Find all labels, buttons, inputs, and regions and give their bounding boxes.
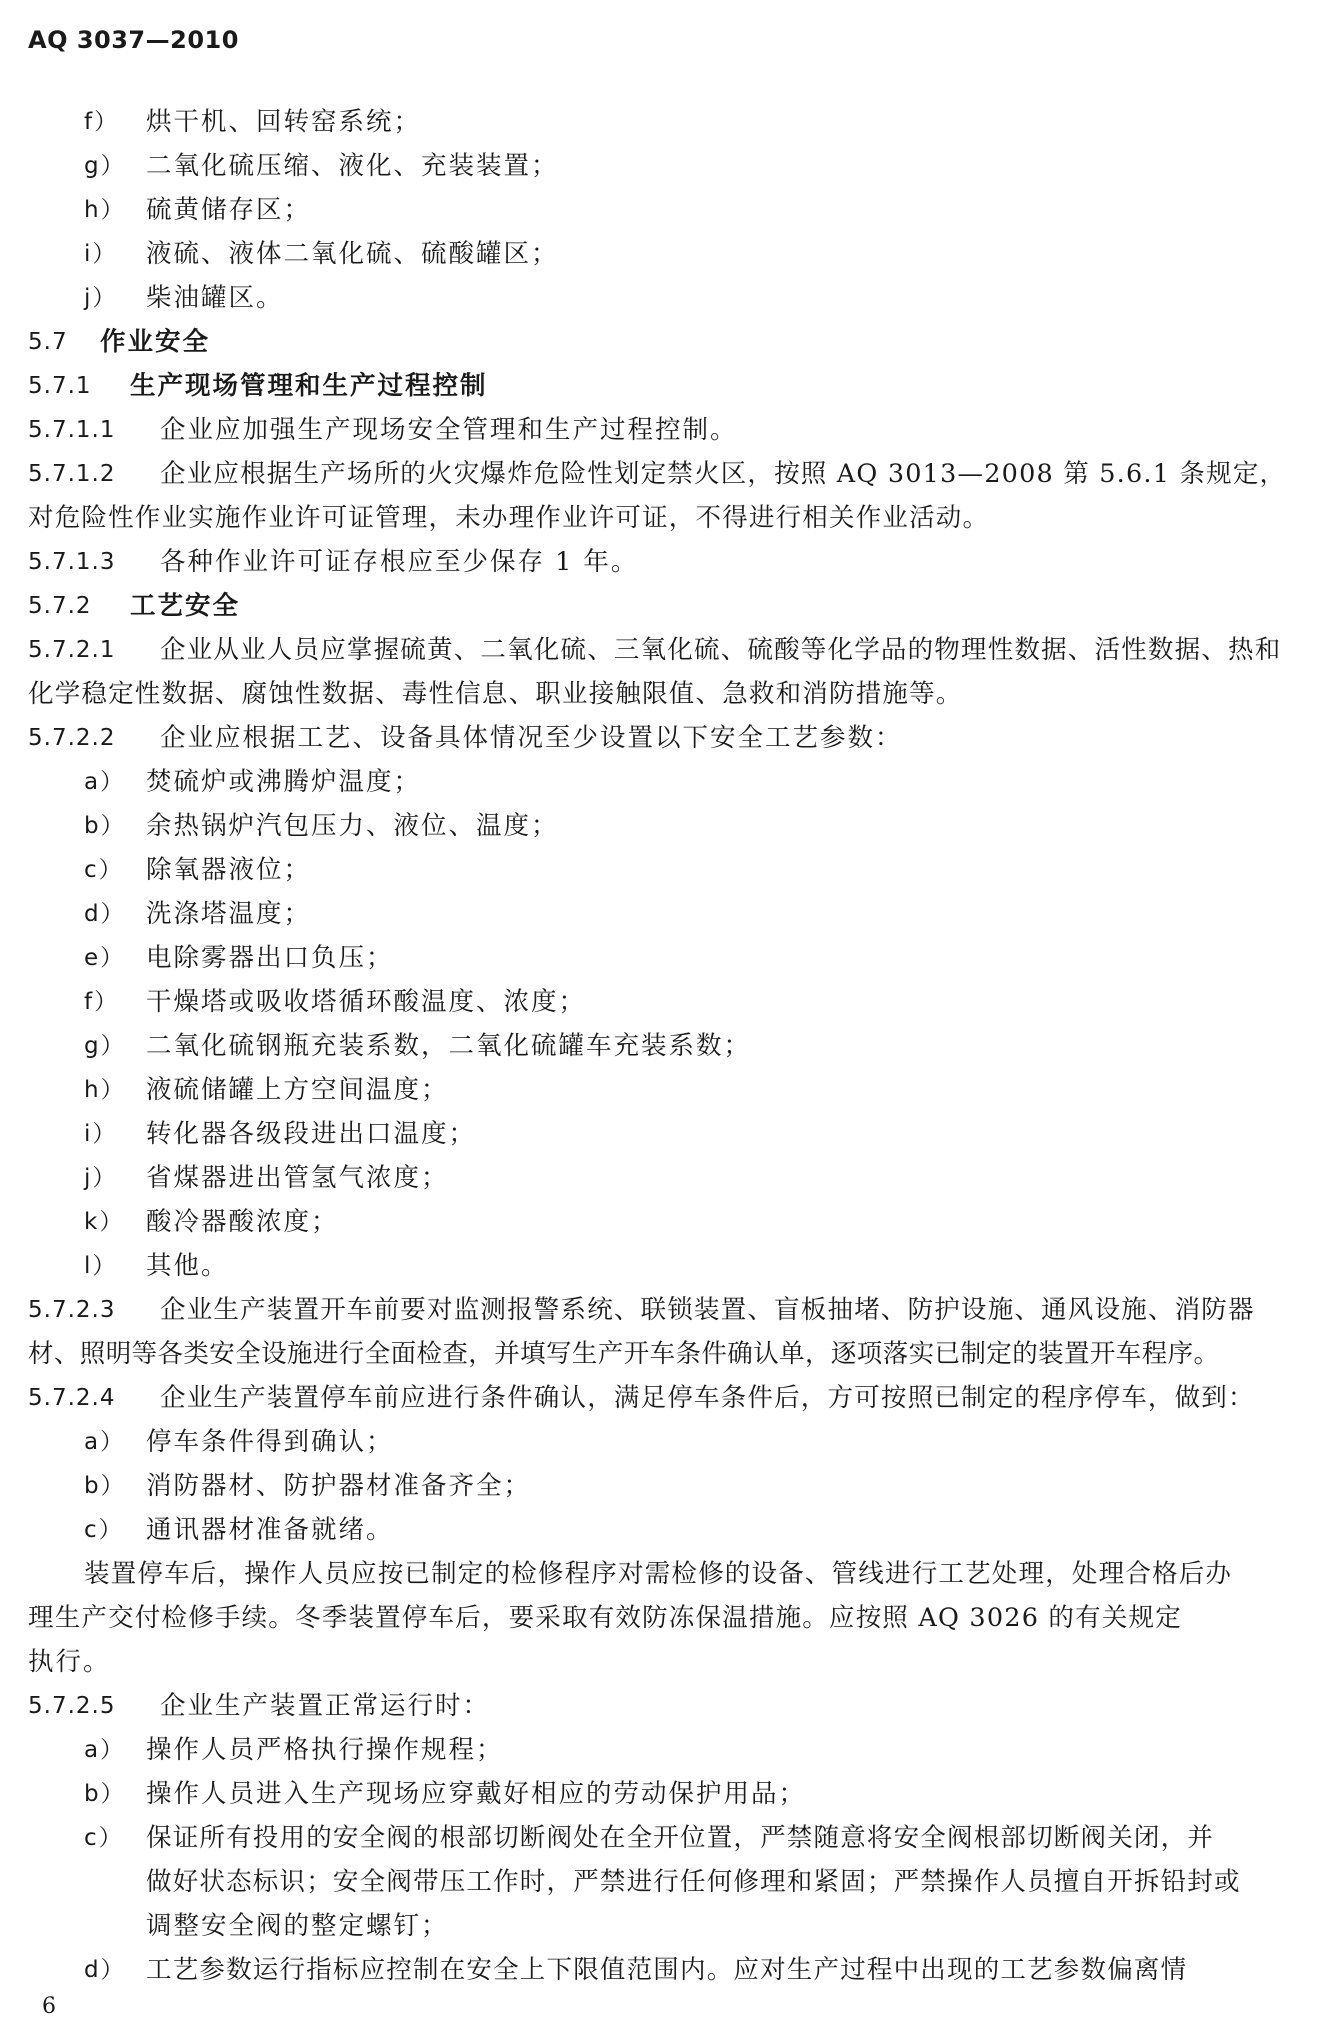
- list-item: a） 操作人员严格执行操作规程；: [84, 1735, 504, 1765]
- standard-code-header: AQ 3037—2010: [28, 26, 239, 54]
- list-item: f） 干燥塔或吸收塔循环酸温度、浓度；: [84, 987, 587, 1017]
- list-item: c） 除氧器液位；: [84, 855, 312, 885]
- clause-continuation: 化学稳定性数据、腐蚀性数据、毒性信息、职业接触限值、急救和消防措施等。: [28, 679, 963, 709]
- list-item: h） 硫黄储存区；: [84, 195, 312, 225]
- clause: 5.7.2.5 企业生产装置正常运行时：: [28, 1691, 491, 1721]
- clause: 5.7.2.3 企业生产装置开车前要对监测报警系统、联锁装置、盲板抽堵、防护设施、通风设施、消防器: [28, 1295, 1255, 1325]
- clause-continuation: 对危险性作业实施作业许可证管理，未办理作业许可证，不得进行相关作业活动。: [28, 503, 990, 533]
- document-body: [0, 100, 1335, 1992]
- list-item: d） 洗涤塔温度；: [84, 899, 312, 929]
- list-item: e） 电除雾器出口负压；: [84, 943, 394, 973]
- list-item: a） 焚硫炉或沸腾炉温度；: [84, 767, 422, 797]
- list-item: b） 余热锅炉汽包压力、液位、温度；: [84, 811, 559, 841]
- list-item: j） 省煤器进出管氢气浓度；: [84, 1163, 449, 1193]
- list-item: j） 柴油罐区。: [84, 283, 284, 313]
- clause-continuation: 材、照明等各类安全设施进行全面检查，并填写生产开车条件确认单，逐项落实已制定的装置开车程序。: [28, 1339, 1220, 1369]
- list-item: i） 转化器各级段进出口温度；: [84, 1119, 477, 1149]
- list-item: i） 液硫、液体二氧化硫、硫酸罐区；: [84, 239, 559, 269]
- list-item: d） 工艺参数运行指标应控制在安全上下限值范围内。应对生产过程中出现的工艺参数偏离情: [84, 1955, 1188, 1985]
- list-item: k） 酸冷器酸浓度；: [84, 1207, 339, 1237]
- page-number: 6: [42, 1994, 56, 2019]
- subsection-heading: 5.7.1 生产现场管理和生产过程控制: [28, 371, 488, 401]
- clause: 5.7.2.1 企业从业人员应掌握硫黄、二氧化硫、三氧化硫、硫酸等化学品的物理性数据、活性数据、热和: [28, 635, 1282, 665]
- list-item-continuation: 做好状态标识；安全阀带压工作时，严禁进行任何修理和紧固；严禁操作人员擅自开拆铅封或: [146, 1867, 1241, 1897]
- paragraph-continuation: 执行。: [28, 1647, 111, 1677]
- list-item: g） 二氧化硫压缩、液化、充装装置；: [84, 151, 559, 181]
- list-item: c） 通讯器材准备就绪。: [84, 1515, 394, 1545]
- list-item: a） 停车条件得到确认；: [84, 1427, 394, 1457]
- list-item-continuation: 调整安全阀的整定螺钉；: [146, 1911, 449, 1941]
- clause: 5.7.1.2 企业应根据生产场所的火灾爆炸危险性划定禁火区，按照 AQ 3013—2008 第 5.6.1 条规定，: [28, 459, 1287, 489]
- paragraph-continuation: 理生产交付检修手续。冬季装置停车后，要采取有效防冻保温措施。应按照 AQ 3026 的有关规定: [28, 1603, 1182, 1633]
- list-item: b） 操作人员进入生产现场应穿戴好相应的劳动保护用品；: [84, 1779, 807, 1809]
- list-item: h） 液硫储罐上方空间温度；: [84, 1075, 449, 1105]
- clause: 5.7.2.4 企业生产装置停车前应进行条件确认，满足停车条件后，方可按照已制定的程序停车，做到：: [28, 1383, 1255, 1413]
- section-heading: 5.7 作业安全: [28, 327, 211, 357]
- list-item: b） 消防器材、防护器材准备齐全；: [84, 1471, 532, 1501]
- subsection-heading: 5.7.2 工艺安全: [28, 591, 241, 621]
- clause: 5.7.1.1 企业应加强生产现场安全管理和生产过程控制。: [28, 415, 738, 445]
- paragraph: 装置停车后，操作人员应按已制定的检修程序对需检修的设备、管线进行工艺处理，处理合格后办: [84, 1559, 1233, 1589]
- list-item: l） 其他。: [84, 1251, 229, 1281]
- clause: 5.7.1.3 各种作业许可证存根应至少保存 1 年。: [28, 547, 639, 577]
- list-item: c） 保证所有投用的安全阀的根部切断阀处在全开位置，严禁随意将安全阀根部切断阀关闭，并: [84, 1823, 1215, 1853]
- clause: 5.7.2.2 企业应根据工艺、设备具体情况至少设置以下安全工艺参数：: [28, 723, 903, 753]
- list-item: g） 二氧化硫钢瓶充装系数，二氧化硫罐车充装系数；: [84, 1031, 752, 1061]
- list-item: f） 烘干机、回转窑系统；: [84, 107, 422, 137]
